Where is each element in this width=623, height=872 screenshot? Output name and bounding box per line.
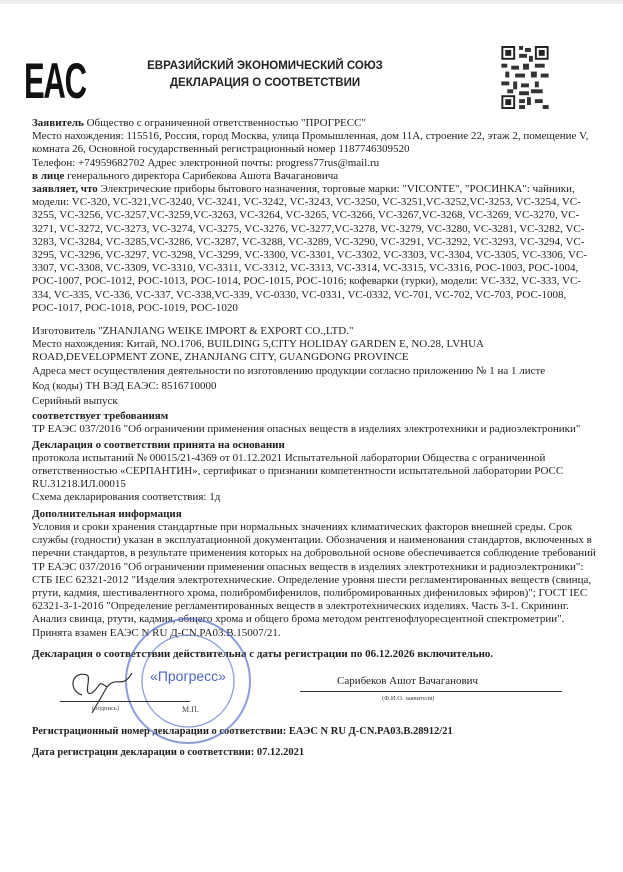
signature-area bbox=[32, 663, 598, 721]
additional-info-text: Условия и сроки хранения стандартные при нормальных значениях климатических факторов внешней среды. Срок службы (годности) указан в эксплуатационной документации. Обозначения и наименования стандартов, включенных в перечни стандартов, в результате применения которых на добровольной основе обеспечивается соблюдение требований ТР ЕАЭС 037/2016 "Об ограничении применения опасных веществ в изделиях электротехники и радиоэлектроники": СТБ IEC 62321-2012 "Изделия электротехнические. Определение уровня шести регламентированных веществ (свинца, ртути, кадмия, шестивалентного хрома, полибромбифенилов, полибромированных дифениловых эфиров)"; ГОСТ IEC 62321-3-1-2016 "Определение регламентированных веществ в электротехнических изделиях. Часть 3-1. Скрининг. Анализ свинца, ртути, кадмия, общего хрома и общего брома методом рентгенофлуоресцентной спектрометрии". bbox=[32, 520, 596, 626]
document-title bbox=[120, 58, 410, 92]
validity-text bbox=[32, 648, 598, 661]
applicant-label: Заявитель bbox=[32, 117, 84, 129]
applicant-line bbox=[32, 117, 598, 130]
qr-code-icon bbox=[501, 46, 549, 109]
title-line-1: ЕВРАЗИЙСКИЙ ЭКОНОМИЧЕСКИЙ СОЮЗ bbox=[147, 60, 383, 72]
name-line bbox=[300, 691, 562, 692]
basis-label bbox=[32, 439, 598, 452]
applicant-name: Общество с ограниченной ответственностью "ПРОГРЕСС" bbox=[83, 117, 366, 129]
production-type: Серийный выпуск bbox=[32, 395, 118, 408]
signature-line bbox=[60, 701, 190, 702]
stamp-text: «Прогресс» bbox=[150, 667, 226, 684]
registration-number: Регистрационный номер декларации о соответствии: ЕАЭС N RU Д-CN.PA03.B.28912/21 bbox=[32, 725, 453, 737]
stamp-caption: М.П. bbox=[182, 704, 199, 714]
basis-label-text: Декларация о соответствии принята на основании bbox=[32, 438, 285, 451]
document-body bbox=[32, 117, 598, 763]
applicant-address: Место нахождения: 115516, Россия, город Москва, улица Промышленная, дом 11А, строение 22, этаж 2, помещение V, комната 26, Основной государственный регистрационный номер 1187746309520 bbox=[32, 130, 589, 156]
additional-info-label-text: Дополнительная информация bbox=[32, 507, 182, 520]
conformity-label-text: соответствует требованиям bbox=[32, 410, 169, 423]
conformity-text: ТР ЕАЭС 037/2016 "Об ограничении применения опасных веществ в изделиях электротехники и радиоэлектроники" bbox=[32, 423, 581, 436]
registration-section bbox=[32, 721, 598, 763]
eac-logo: EAC bbox=[24, 53, 86, 109]
validity-text-bold: Декларация о соответствии действительна с даты регистрации по 06.12.2026 включительно. bbox=[32, 647, 494, 660]
name-caption: (Ф.И.О. заявителя) bbox=[382, 694, 435, 702]
applicant-contacts: Телефон: +74959682702 Адрес электронной почты: progress77rus@mail.ru bbox=[32, 156, 380, 169]
representative-label: в лице bbox=[32, 169, 65, 182]
hs-code: Код (коды) ТН ВЭД ЕАЭС: 8516710000 bbox=[32, 379, 217, 392]
products-list: Электрические приборы бытового назначения, торговые марки: "VICONTE", "РОСИНКА": чайники, модели: VC-320, VC-321,VC-3240, VC-3241, VC-3242, VC-3243, VC-3250, VC-3251,VC-3252,VC-3253, VC-3254, VC-3255, VC-3256, VC-3257,VC-3259,VC-3263, VC-3264, VC-3265, VC-3266, VC-3267,VC-3268, VC-3269, VC-3270, VC-3271, VC-3272, VC-3273, VC-3274, VC-3275, VC-3276, VC-3277,VC-3278, VC-3279, VC-3280, VC-3281, VC-3282, VC-3283, VC-3284, VC-3285,VC-3286, VC-3287, VC-3288, VC-3289, VC-3290, VC-3291, VC-3292, VC-3293, VC-3294, VC-3295, VC-3296, VC-3297, VC-3298, VC-3299, VC-3300, VC-3301, VC-3302, VC-3303, VC-3304, VC-3305, VC-3306, VC-3307, VC-3308, VC-3309, VC-3310, VC-3311, VC-3312, VC-3313, VC-3314, VC-3315, VC-3316, РОС-1003, РОС-1004, РОС-1007, РОС-1012, РОС-1013, РОС-1014, РОС-1015, РОС-1016; кофеварки (турки), модели: VC-332, VC-333, VC-334, VC-335, VC-336, VC-337, VC-338,VC-339, VC-0330, VC-0331, VC-0332, VC-701, VC-702, VC-703, РОС-1008, РОС-1017, РОС-1018, РОС-1019, РОС-1020 bbox=[32, 183, 587, 314]
representative-line bbox=[32, 170, 598, 183]
page-edge bbox=[0, 0, 623, 4]
section-gap bbox=[32, 315, 598, 325]
registration-date: Дата регистрации декларации о соответствии: 07.12.2021 bbox=[32, 746, 305, 758]
declares-label: заявляет, что bbox=[32, 183, 98, 196]
manufacturer-address: Место нахождения: Китай, NO.1706, BUILDING 5,CITY HOLIDAY GARDEN E, NO.28, LVHUA ROAD,DEVELOPMENT ZONE, ZHANJIANG CITY, GUANGDONG PROVINCE bbox=[32, 338, 484, 364]
replaces-text: Принята взамен ЕАЭС N RU Д-CN.PA03.B.15007/21. bbox=[32, 626, 281, 639]
signature-caption: (подпись) bbox=[92, 704, 119, 712]
title-line-2: ДЕКЛАРАЦИЯ О СООТВЕТСТВИИ bbox=[169, 77, 361, 89]
basis-text: протокола испытаний № 00015/21-4369 от 01.12.2021 Испытательной лаборатории Общества с ограниченной ответственностью «СЕРПАНТИН», сертификат о признании компетентности испытательной лаборатории РОСС RU.31218.ИЛ.00015 bbox=[32, 451, 564, 491]
manufacturer-name: Изготовитель "ZHANJIANG WEIKE IMPORT & EXPORT CO.,LTD." bbox=[32, 325, 354, 338]
representative-name: генерального директора Сарибекова Ашота Вачагановича bbox=[64, 169, 339, 182]
manufacturing-sites: Адреса мест осуществления деятельности по изготовлению продукции согласно приложению № 1 на 1 листе bbox=[32, 364, 546, 377]
signer-name: Сарибеков Ашот Вачаганович bbox=[337, 674, 479, 687]
additional-info-label bbox=[32, 508, 598, 521]
conformity-label bbox=[32, 410, 598, 423]
declaration-scheme: Схема декларирования соответствия: 1д bbox=[32, 491, 221, 504]
declaration-products bbox=[32, 183, 598, 315]
